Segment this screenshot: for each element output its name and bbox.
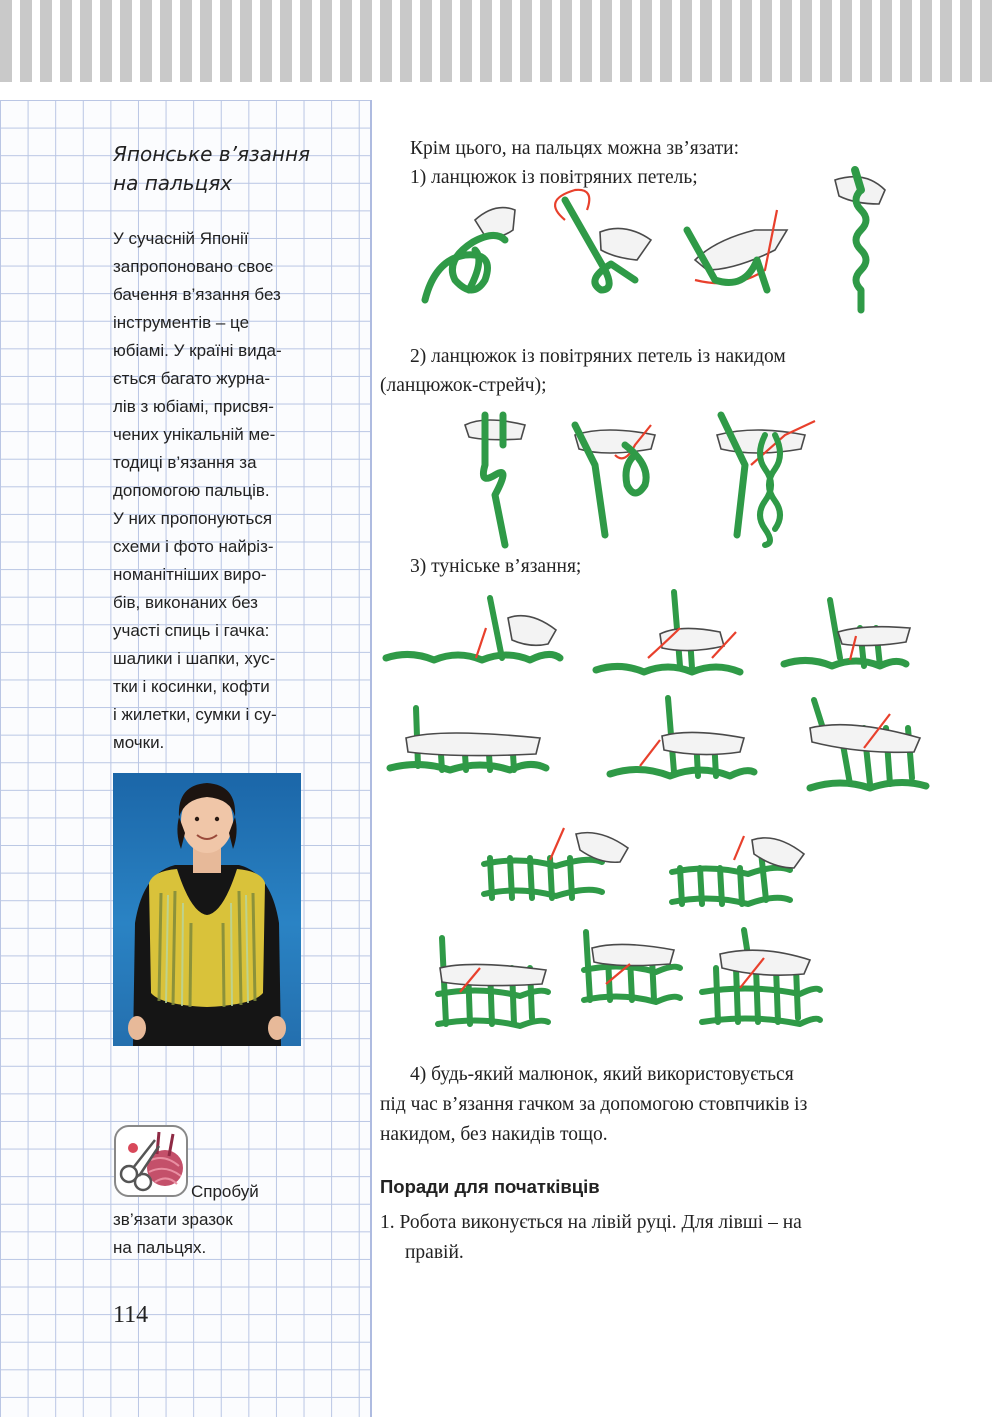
sidebar-text-line: участі спиць і гачка: (113, 621, 270, 640)
tunisian-step-1 (386, 598, 560, 660)
tunisian-step-3 (784, 600, 910, 666)
photo-woman-knitted-vest (113, 773, 301, 1046)
try-text-line: на пальцях. (113, 1238, 207, 1257)
sidebar-title-line: Японське в’язання (113, 142, 311, 166)
tip-1-text: 1. Робота виконується на лівій руці. Для лівші – на (380, 1212, 802, 1233)
sidebar-text-line: бів, виконаних без (113, 593, 258, 612)
stretch-step-2 (575, 425, 655, 535)
tips-heading: Поради для початківців (380, 1176, 600, 1197)
step-4-illustration (835, 170, 885, 310)
tunisian-step-9 (438, 938, 548, 1026)
sidebar-title (113, 140, 353, 198)
sidebar-text-line: чених унікальній ме- (113, 425, 276, 444)
item-2-text: 2) ланцюжок із повітряних петель із накидом (410, 346, 786, 367)
sidebar-text-line: допомогою пальців. (113, 481, 270, 500)
sidebar-text-line: запропоновано своє (113, 257, 274, 276)
tunisian-step-5 (610, 698, 754, 776)
try-text-line: Спробуй (191, 1182, 259, 1201)
sidebar-text-line: ється багато журна- (113, 369, 271, 388)
sidebar-text-line: тодиці в’язання за (113, 453, 257, 472)
sidebar-text-line: У них пропонуються (113, 509, 273, 528)
item-4-line-2 (380, 1090, 920, 1119)
sidebar-body-text (113, 225, 308, 757)
sidebar-text-line: схеми і фото найріз- (113, 537, 274, 556)
tunisian-step-7 (484, 828, 628, 898)
tunisian-step-4 (390, 708, 546, 770)
sidebar-text-line: У сучасній Японії (113, 229, 249, 248)
tunisian-step-10 (584, 932, 680, 1002)
sidebar-text-line: інструментів – це (113, 313, 250, 332)
sidebar-text-line: номанітніших виро- (113, 565, 267, 584)
sidebar-text-line: і жилетки, сумки і су- (113, 705, 277, 724)
item-4-line-1 (410, 1060, 920, 1089)
stretch-step-3 (717, 415, 815, 545)
step-2-illustration (555, 190, 651, 290)
sidebar-text-line: лів з юбіамі, присвя- (113, 397, 274, 416)
tunisian-step-6 (810, 700, 926, 788)
sidebar-edge (370, 100, 372, 1417)
figure-stretch-chain (455, 405, 835, 555)
page-number: 114 (113, 1302, 149, 1328)
item-1-text: 1) ланцюжок із повітряних петель; (410, 167, 698, 188)
step-1-illustration (425, 208, 515, 300)
intro-line: Крім цього, на пальцях можна зв’язати: (410, 138, 740, 159)
stretch-step-1 (465, 415, 525, 545)
tunisian-step-2 (596, 592, 740, 672)
sidebar-text-line: юбіамі. У країні вида- (113, 341, 282, 360)
item-4-text: 4) будь-який малюнок, який використовується (410, 1064, 794, 1085)
figure-chain-stitch (415, 160, 915, 325)
sidebar-text-line: тки і косинки, кофти (113, 677, 270, 696)
item-2-line-1 (410, 342, 920, 371)
try-text (113, 1178, 313, 1262)
item-3-text: 3) туніське в’язання; (410, 556, 582, 577)
tunisian-step-11 (702, 930, 820, 1024)
step-3-illustration (687, 210, 787, 290)
try-text-line: зв’язати зразок (113, 1210, 233, 1229)
item-2-line-2: (ланцюжок-стрейч); (380, 375, 547, 396)
sidebar-title-line: на пальцях (113, 171, 233, 195)
sidebar-text-line: мочки. (113, 733, 165, 752)
item-4-line-3: накидом, без накидів тощо. (380, 1124, 608, 1145)
tip-1-line-1 (380, 1208, 920, 1237)
sidebar-text-line: шалики і шапки, хус- (113, 649, 276, 668)
binding-stripes (0, 0, 992, 82)
tip-1-line-2: правій. (405, 1242, 464, 1263)
tunisian-step-8 (672, 836, 804, 904)
item-4-text: під час в’язання гачком за допомогою стовпчиків із (380, 1094, 808, 1115)
figure-tunisian-knitting (380, 588, 940, 1038)
sidebar-text-line: бачення в’язання без (113, 285, 281, 304)
